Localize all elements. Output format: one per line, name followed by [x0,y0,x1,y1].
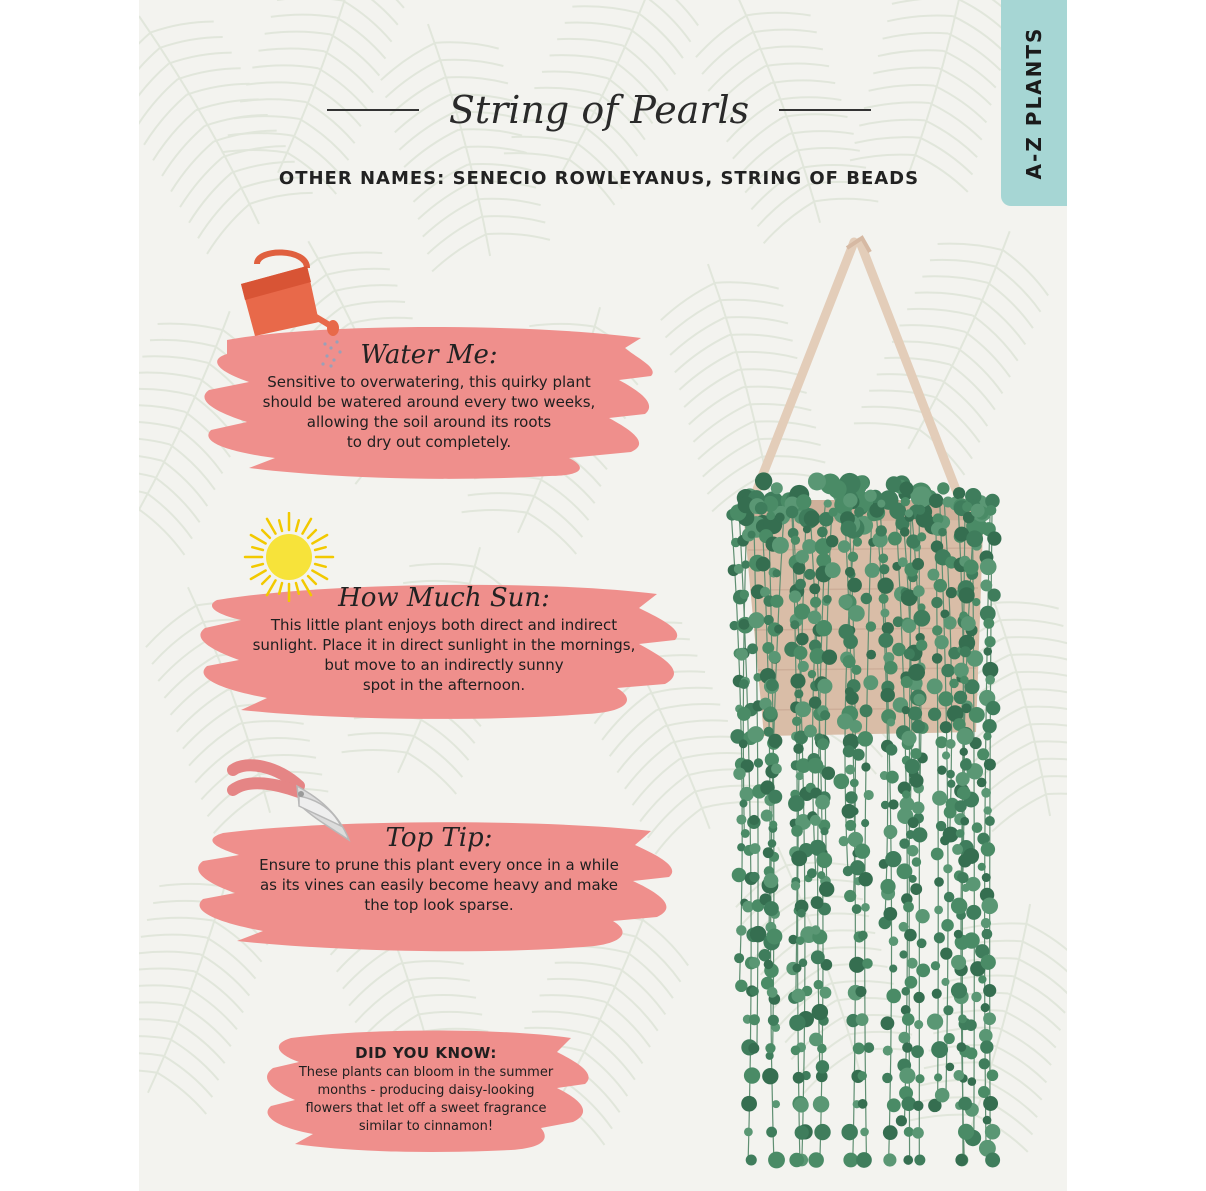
other-names: OTHER NAMES: SENECIO ROWLEYANUS, STRING OF BEADS [278,168,920,189]
page [139,0,1067,1191]
did-you-know-body: These plants can bloom in the summer months - producing daisy-looking flowers that let off a sweet fragrance similar to cinnamon! [298,1065,554,1134]
tip-body: Ensure to prune this plant every once in a while as its vines can easily become heavy and make the top look sparse. [259,856,619,914]
hanging-plant-illustration [684,230,1044,1170]
sun-icon [239,512,339,602]
az-plants-tab-label: A-Z PLANTS [1022,26,1046,180]
pruning-shears-icon [227,748,357,848]
water-heading: Water Me: [360,340,498,370]
az-plants-tab[interactable] [1001,0,1067,206]
water-body: Sensitive to overwatering, this quirky plant should be watered around every two weeks, allowing the soil around its roots to dry out completely. [262,373,596,451]
sun-heading: How Much Sun: [338,583,550,613]
sun-body: This little plant enjoys both direct and indirect sunlight. Place it in direct sunlight in the mornings, but move to an indirectly sunny spot in the afternoon. [252,616,636,694]
watering-can-icon [227,244,347,368]
did-you-know-card [261,1044,591,1136]
title-rule-right [779,109,871,111]
title-rule-left [327,109,419,111]
page-title: String of Pearls [448,88,750,132]
did-you-know-heading: DID YOU KNOW: [355,1044,497,1062]
title-row [354,80,844,140]
tip-heading: Top Tip: [385,823,493,853]
